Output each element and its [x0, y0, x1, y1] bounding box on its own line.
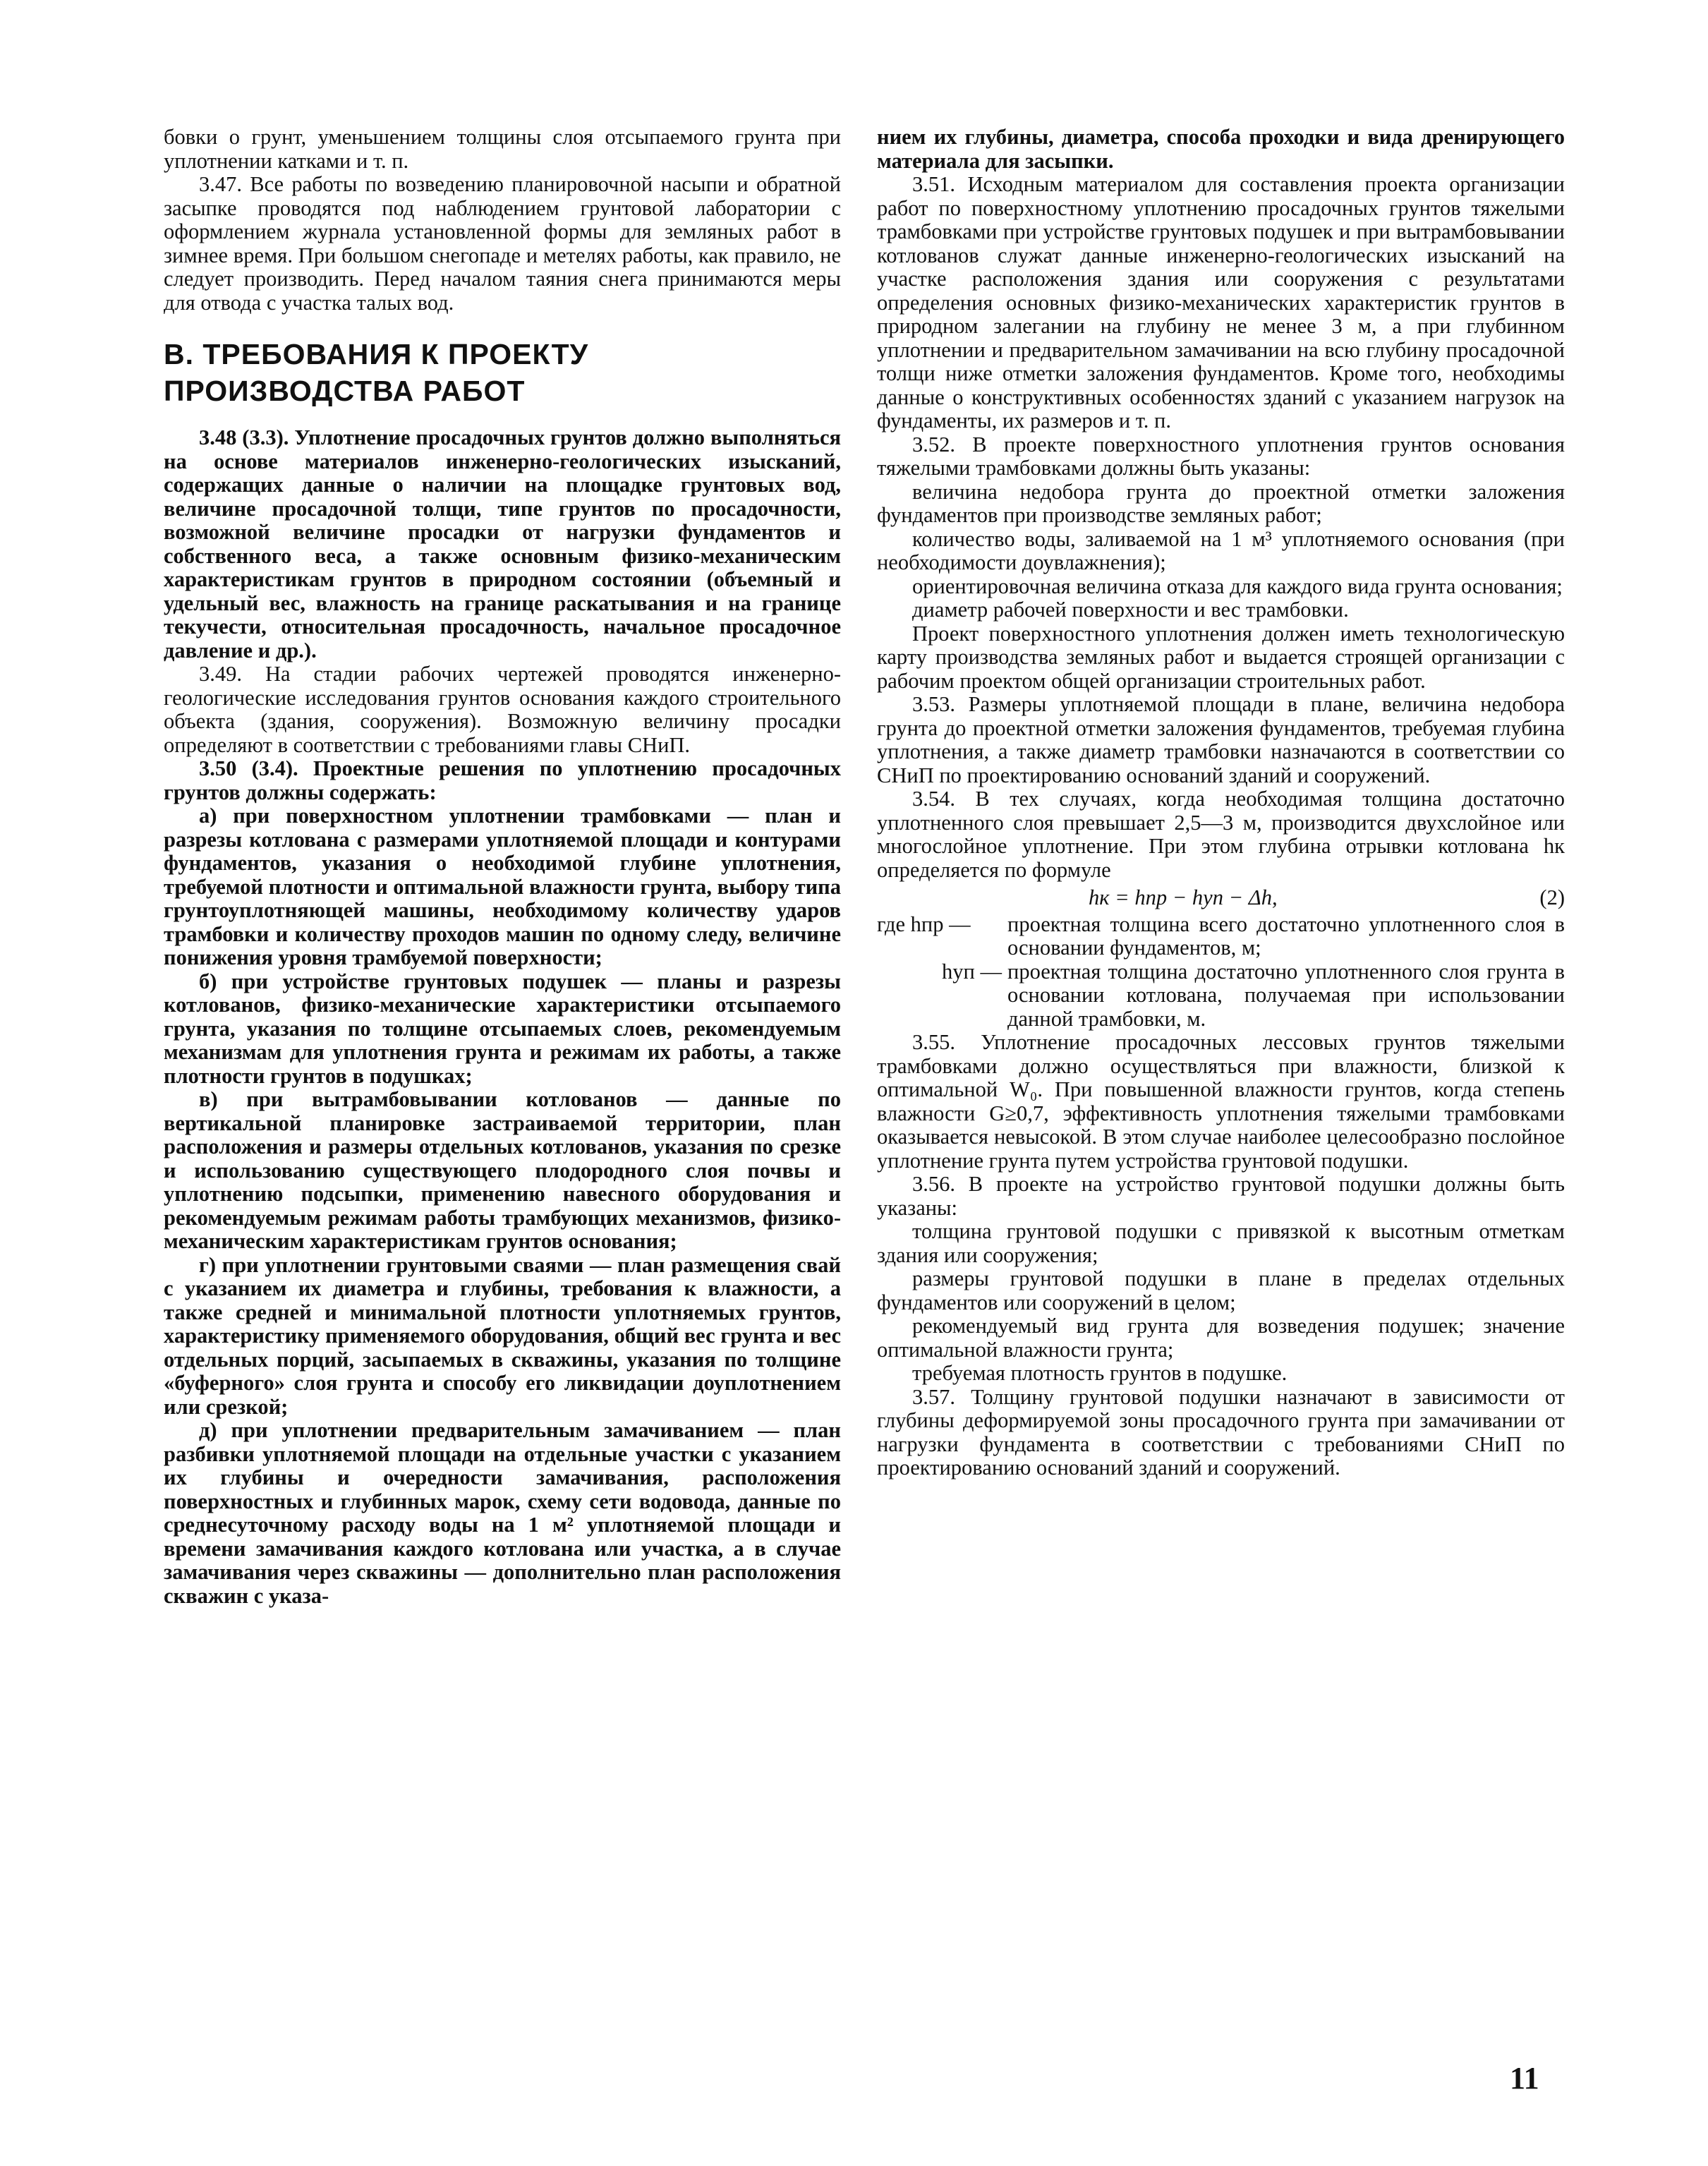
paragraph-continued-right: нием их глубины, диаметра, способа проходки и вида дренирующего материала для засыпки.: [877, 125, 1565, 173]
definition-term: hуп —: [942, 959, 1002, 984]
paragraph-3-50: 3.50 (3.4). Проектные решения по уплотнению просадочных грунтов должны содержать:: [164, 756, 841, 804]
formula-expression: hк = hпр − hуп − Δh,: [1089, 885, 1278, 909]
paragraph-3-52: 3.52. В проекте поверхностного уплотнения грунтов основания тяжелыми трамбовками должны быть указаны:: [877, 432, 1565, 480]
list-item-v: в) при вытрамбовывании котлованов — данные по вертикальной планировке застраиваемой территории, план расположения и размеры отдельных котлованов, указания по срезке и использованию существующего плодородного слоя почвы и уплотнению подсыпки, применению навесного оборудования и рекомендуемым режимам работы трамбующих механизмов, физико-механическим характеристикам грунтов основания;: [164, 1087, 841, 1253]
paragraph-3-52-end: Проект поверхностного уплотнения должен иметь технологическую карту производства земляных работ и выдается строящей организации с рабочим проектом общей организации строительных работ.: [877, 621, 1565, 693]
paragraph-3-47: 3.47. Все работы по возведению планировочной насыпи и обратной засыпке проводятся под наблюдением грунтовой лаборатории с оформлением журнала установленной формы для земляных работ в зимнее время. При большом снегопаде и метелях работы, как правило, не следует производить. Перед началом таяния снега принимаются меры для отвода с участка талых вод.: [164, 172, 841, 315]
section-heading-line-2: ПРОИЗВОДСТВА РАБОТ: [164, 375, 526, 407]
list-352-item-3: ориентировочная величина отказа для каждого вида грунта основания;: [912, 574, 1563, 598]
list-356-item-3: рекомендуемый вид грунта для возведения подушек; значение оптимальной влажности грунта;: [877, 1314, 1565, 1362]
list-item-d: д) при уплотнении предварительным замачиванием — план разбивки уплотняемой площади на отдельные участки с указанием их глубины и очередности замачивания, расположения поверхностных и глубинных марок, схему сети водовода, данные по среднесуточному расходу воды на 1 м² уплотняемой площади и времени замачивания каждого котлована или участка, а в случае замачивания через скважины — дополнительно план расположения скважин с указа-: [164, 1418, 841, 1608]
right-column: [877, 126, 1565, 1480]
list-item-g: г) при уплотнении грунтовыми сваями — план размещения свай с указанием их диаметра и глубины, требования к влажности, а также средней и минимальной плотности уплотняемых грунтов, характеристику применяемого оборудования, общий вес грунта и вес отдельных порций, засыпаемых в скважины, указания по толщине «буферного» слоя грунта и способу его ликвидации доуплотнением или срезкой;: [164, 1252, 841, 1419]
definition-text: проектная толщина достаточно уплотненного слоя грунта в основании котлована, получаемая при использовании данной трамбовки, м.: [1007, 959, 1565, 1031]
list-356-item-1: толщина грунтовой подушки с привязкой к высотным отметкам здания или сооружения;: [877, 1219, 1565, 1267]
definition-hup: [877, 960, 1565, 1031]
list-356-item-4: требуемая плотность грунтов в подушке.: [912, 1361, 1288, 1385]
paragraph-3-56: 3.56. В проекте на устройство грунтовой подушки должны быть указаны:: [877, 1172, 1565, 1220]
page-number: 11: [1510, 2061, 1539, 2095]
definition-term: где hпр —: [877, 912, 971, 936]
paragraph-continued: бовки о грунт, уменьшением толщины слоя отсыпаемого грунта при уплотнении катками и т. п.: [164, 125, 841, 173]
paragraph-3-49: 3.49. На стадии рабочих чертежей проводятся инженерно-геологические исследования грунтов основания каждого строительного объекта (здания, сооружения). Возможную величину просадки определяют в соответствии с требованиями главы СНиП.: [164, 662, 841, 757]
formula-number: (2): [1539, 885, 1565, 909]
paragraph-3-57: 3.57. Толщину грунтовой подушки назначают в зависимости от глубины деформируемой зоны просадочного грунта при замачивании от нагрузки фундамента в соответствии с требованиями СНиП по проектированию оснований зданий и сооружений.: [877, 1384, 1565, 1480]
paragraph-3-48: 3.48 (3.3). Уплотнение просадочных грунтов должно выполняться на основе материалов инженерно-геологических изысканий, содержащих данные о наличии на площадке грунтовых вод, величине просадочной толщи, типе грунтов по просадочности, возможной величине просадки от нагрузки фундаментов и собственного веса, а также основным физико-механическим характеристикам грунтов в природном состоянии (объемный и удельный вес, влажность на границе раскатывания и на границе текучести, относительная просадочность, начальное просадочное давление и др.).: [164, 425, 841, 662]
left-column: [164, 126, 841, 1608]
definition-text: проектная толщина всего достаточно уплотненного слоя в основании фундаментов, м;: [1007, 912, 1565, 960]
paragraph-3-51: 3.51. Исходным материалом для составления проекта организации работ по поверхностному уплотнению просадочных грунтов тяжелыми трамбовками при устройстве грунтовых подушек и при вытрамбовывании котлованов служат данные инженерно-геологических изысканий на участке расположения здания или сооружения с результатами определения основных физико-механических характеристик грунтов в природном залегании на глубину не менее 3 м, а при глубинном уплотнении и предварительном замачивании на всю глубину просадочной толщи ниже отметки заложения фундаментов. Кроме того, необходимы данные о конструктивных особенностях зданий с указанием нагрузок на фундаменты, их размеров и т. п.: [877, 172, 1565, 432]
list-352-item-4: диаметр рабочей поверхности и вес трамбовки.: [912, 598, 1349, 622]
definition-hpr: [877, 913, 1565, 960]
list-352-item-1: величина недобора грунта до проектной отметки заложения фундаментов при производстве земляных работ;: [877, 479, 1565, 527]
list-item-b: б) при устройстве грунтовых подушек — планы и разрезы котлованов, физико-механические характеристики отсыпаемого грунта, указания по толщине отсыпаемых слоев, рекомендуемым механизмам для уплотнения грунта и режимам их работы, а также плотности грунтов в подушках;: [164, 969, 841, 1088]
paragraph-3-54: 3.54. В тех случаях, когда необходимая толщина достаточно уплотненного слоя превышает 2,5—3 м, производится двухслойное или многослойное уплотнение. При этом глубина отрывки котлована hк определяется по формуле: [877, 787, 1565, 882]
formula-2: [877, 886, 1565, 910]
section-heading-line-1: В. ТРЕБОВАНИЯ К ПРОЕКТУ: [164, 338, 589, 370]
list-356-item-2: размеры грунтовой подушки в плане в пределах отдельных фундаментов или сооружений в целом;: [877, 1266, 1565, 1314]
list-item-a: а) при поверхностном уплотнении трамбовками — план и разрезы котлована с размерами уплотняемой площади и контурами фундаментов, указания о необходимой глубине уплотнения, требуемой плотности и оптимальной влажности грунта, выбору типа грунтоуплотняющей машины, необходимому количеству ударов трамбовки и количеству проходов машин по одному следу, величине понижения уровня трамбуемой поверхности;: [164, 804, 841, 969]
paragraph-3-53: 3.53. Размеры уплотняемой площади в плане, величина недобора грунта до проектной отметки заложения фундаментов, требуемая глубина уплотнения, а также диаметр трамбовки назначаются в соответствии со СНиП по проектированию оснований зданий и сооружений.: [877, 692, 1565, 787]
list-352-item-2: количество воды, заливаемой на 1 м³ уплотняемого основания (при необходимости доувлажнения);: [877, 526, 1565, 574]
paragraph-3-55: 3.55. Уплотнение просадочных лессовых грунтов тяжелыми трамбовками должно осуществляться при влажности, близкой к оптимальной W₀. При повышенной влажности грунтов, когда степень влажности G≥0,7, эффективность уплотнения тяжелыми трамбовками оказывается невысокой. В этом случае наиболее целесообразно послойное уплотнение грунта путем устройства грунтовой подушки.: [877, 1030, 1565, 1173]
section-heading: [164, 336, 841, 409]
